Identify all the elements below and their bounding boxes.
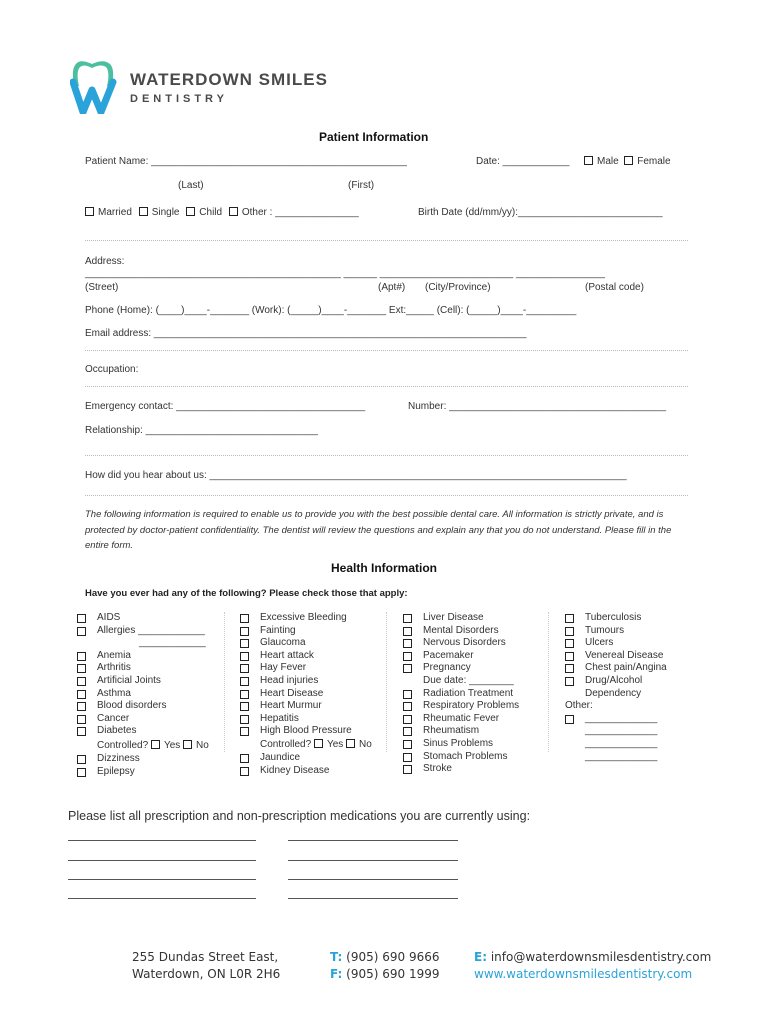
birth-date-field[interactable]: Birth Date (dd/mm/yy):__________________________ [418,207,663,218]
fainting-checkbox[interactable] [240,627,249,636]
medication-line[interactable] [288,860,458,861]
condition-asthma: Asthma [75,688,209,701]
married-checkbox[interactable] [85,207,94,216]
hbp-yes-checkbox[interactable] [314,739,323,748]
city-caption: (City/Province) [425,282,491,293]
sinus-checkbox[interactable] [403,740,412,749]
mental-disorders-checkbox[interactable] [403,627,412,636]
artificial-joints-checkbox[interactable] [77,677,86,686]
diabetes-yes-checkbox[interactable] [151,740,160,749]
condition-epilepsy: Epilepsy [75,766,209,779]
address-label: Address: [85,256,125,267]
child-label: Child [199,207,223,218]
tuberculosis-checkbox[interactable] [565,614,574,623]
first-name-caption: (First) [348,180,375,191]
condition-dizziness: Dizziness [75,753,209,766]
hepatitis-checkbox[interactable] [240,715,249,724]
conditions-column-4: Tuberculosis Tumours Ulcers Venereal Disease Chest pain/Angina Drug/Alcohol Dependency Other: _____________ _____________ _____________ _____________ [565,612,667,762]
ulcers-checkbox[interactable] [565,639,574,648]
conditions-column-3: Liver Disease Mental Disorders Nervous Disorders Pacemaker Pregnancy Due date: ________ Radiation Treatment Respiratory Problems Rheumatic Fever Rheumatism Sinus Problems Stomach Problems Stroke [401,612,519,776]
due-date-field: Due date: ________ [423,674,514,686]
heart-murmur-checkbox[interactable] [240,702,249,711]
health-question: Have you ever had any of the following? Please check those that apply: [85,588,408,599]
conditions-column-1 [75,612,209,779]
dizziness-checkbox[interactable] [77,755,86,764]
street-caption: (Street) [85,282,119,293]
other-condition-checkbox[interactable] [565,715,574,724]
logo [70,60,330,116]
divider [85,495,688,496]
kidney-disease-checkbox[interactable] [240,767,249,776]
liver-disease-checkbox[interactable] [403,614,412,623]
pregnancy-checkbox[interactable] [403,664,412,673]
health-info-title: Health Information [331,561,438,575]
tooth-logo-icon [70,60,118,114]
female-label: Female [637,156,671,167]
privacy-notice: The following information is required to enable us to provide you with the best possible dental care. All information is strictly private, and is protected by doctor-patient confidentiality. The dentist will review the questions and explain any that you do not understand. Please fill in the entire form. [85,509,672,551]
jaundice-checkbox[interactable] [240,754,249,763]
condition-diabetes: Diabetes [75,725,209,738]
emergency-contact-field[interactable]: Emergency contact: __________________________________ [85,401,366,412]
high-blood-pressure-checkbox[interactable] [240,727,249,736]
arthritis-checkbox[interactable] [77,664,86,673]
hbp-no-checkbox[interactable] [346,739,355,748]
apt-caption: (Apt#) [378,282,406,293]
footer-address-line1: 255 Dundas Street East, [132,950,279,964]
logo-name: WATERDOWN SMILES [130,70,328,89]
stroke-checkbox[interactable] [403,765,412,774]
condition-arthritis: Arthritis [75,662,209,675]
footer-phone: T: (905) 690 9666 [330,950,440,964]
patient-info-title: Patient Information [319,130,429,144]
footer-fax: F: (905) 690 1999 [330,967,440,981]
medication-line[interactable] [68,879,256,880]
column-divider [548,612,549,752]
epilepsy-checkbox[interactable] [77,768,86,777]
gender-options [584,156,671,167]
pacemaker-checkbox[interactable] [403,652,412,661]
footer-website-link[interactable]: www.waterdownsmilesdentistry.com [474,967,693,981]
heart-disease-checkbox[interactable] [240,690,249,699]
child-checkbox[interactable] [186,207,195,216]
condition-aids: AIDS [75,612,209,625]
head-injuries-checkbox[interactable] [240,677,249,686]
postal-caption: (Postal code) [585,282,644,293]
condition-blood-disorders: Blood disorders [75,700,209,713]
chest-pain-checkbox[interactable] [565,664,574,673]
referral-field[interactable]: How did you hear about us: ___________________________________________________________________________ [85,470,627,481]
occupation-label[interactable]: Occupation: [85,364,139,375]
male-label: Male [597,156,619,167]
other-checkbox[interactable] [229,207,238,216]
medication-line[interactable] [288,879,458,880]
single-label: Single [151,207,180,218]
single-checkbox[interactable] [139,207,148,216]
conditions-column-2: Excessive Bleeding Fainting Glaucoma Heart attack Hay Fever Head injuries Heart Disease Heart Murmur Hepatitis High Blood Pressure Controlled? Yes No Jaundice Kidney Disease [238,612,372,778]
drug-alcohol-checkbox[interactable] [565,677,574,686]
other-field[interactable]: Other : _______________ [241,207,359,218]
phone-fields[interactable]: Phone (Home): (____)____-_______ (Work): (_____)____-_______ Ext:_____ (Cell): (_____)____-_________ [85,305,577,316]
rheumatism-checkbox[interactable] [403,727,412,736]
divider [85,386,688,387]
patient-name-field[interactable]: Patient Name: ______________________________________________ [85,156,407,167]
divider [85,240,688,241]
tumours-checkbox[interactable] [565,627,574,636]
condition-artificial-joints: Artificial Joints [75,675,209,688]
condition-cancer: Cancer [75,713,209,726]
aids-checkbox[interactable] [77,614,86,623]
female-checkbox[interactable] [624,156,633,165]
male-checkbox[interactable] [584,156,593,165]
rheumatic-fever-checkbox[interactable] [403,715,412,724]
logo-subname: DENTISTRY [130,93,228,105]
bleeding-checkbox[interactable] [240,614,249,623]
address-field[interactable]: ______________________________________________ ______ ________________________ ________________ [85,268,605,279]
footer-email[interactable]: E: info@waterdownsmilesdentistry.com [474,950,712,964]
footer-address-line2: Waterdown, ON L0R 2H6 [132,967,281,981]
diabetes-no-checkbox[interactable] [183,740,192,749]
venereal-checkbox[interactable] [565,652,574,661]
allergies-checkbox[interactable] [77,627,86,636]
column-divider [386,612,387,752]
column-divider [224,612,225,752]
last-name-caption: (Last) [178,180,204,191]
cancer-checkbox[interactable] [77,715,86,724]
medications-prompt: Please list all prescription and non-prescription medications you are currently using: [68,809,531,823]
hay-fever-checkbox[interactable] [240,664,249,673]
respiratory-checkbox[interactable] [403,702,412,711]
stomach-checkbox[interactable] [403,753,412,762]
marital-status [85,207,359,218]
condition-anemia: Anemia [75,650,209,663]
anemia-checkbox[interactable] [77,652,86,661]
hbp-controlled: Controlled? Yes No [260,738,372,750]
medication-line[interactable] [68,898,256,899]
medication-line[interactable] [68,840,256,841]
allergies-extra-line: ____________ [139,637,206,649]
radiation-checkbox[interactable] [403,690,412,699]
date-field[interactable]: Date: ____________ [476,156,570,167]
medication-line[interactable] [68,860,256,861]
condition-allergies: Allergies ____________ [75,625,209,638]
heart-attack-checkbox[interactable] [240,652,249,661]
divider [85,350,688,351]
email-field[interactable]: Email address: ___________________________________________________________________ [85,328,527,339]
emergency-number-field[interactable]: Number: _______________________________________ [408,401,667,412]
married-label: Married [98,207,132,218]
relationship-field[interactable]: Relationship: _______________________________ [85,425,318,436]
diabetes-checkbox[interactable] [77,727,86,736]
asthma-checkbox[interactable] [77,690,86,699]
glaucoma-checkbox[interactable] [240,639,249,648]
blood-disorders-checkbox[interactable] [77,702,86,711]
nervous-disorders-checkbox[interactable] [403,639,412,648]
medication-line[interactable] [288,840,458,841]
medication-line[interactable] [288,898,458,899]
divider [85,455,688,456]
diabetes-controlled: Controlled? Yes No [97,739,209,751]
